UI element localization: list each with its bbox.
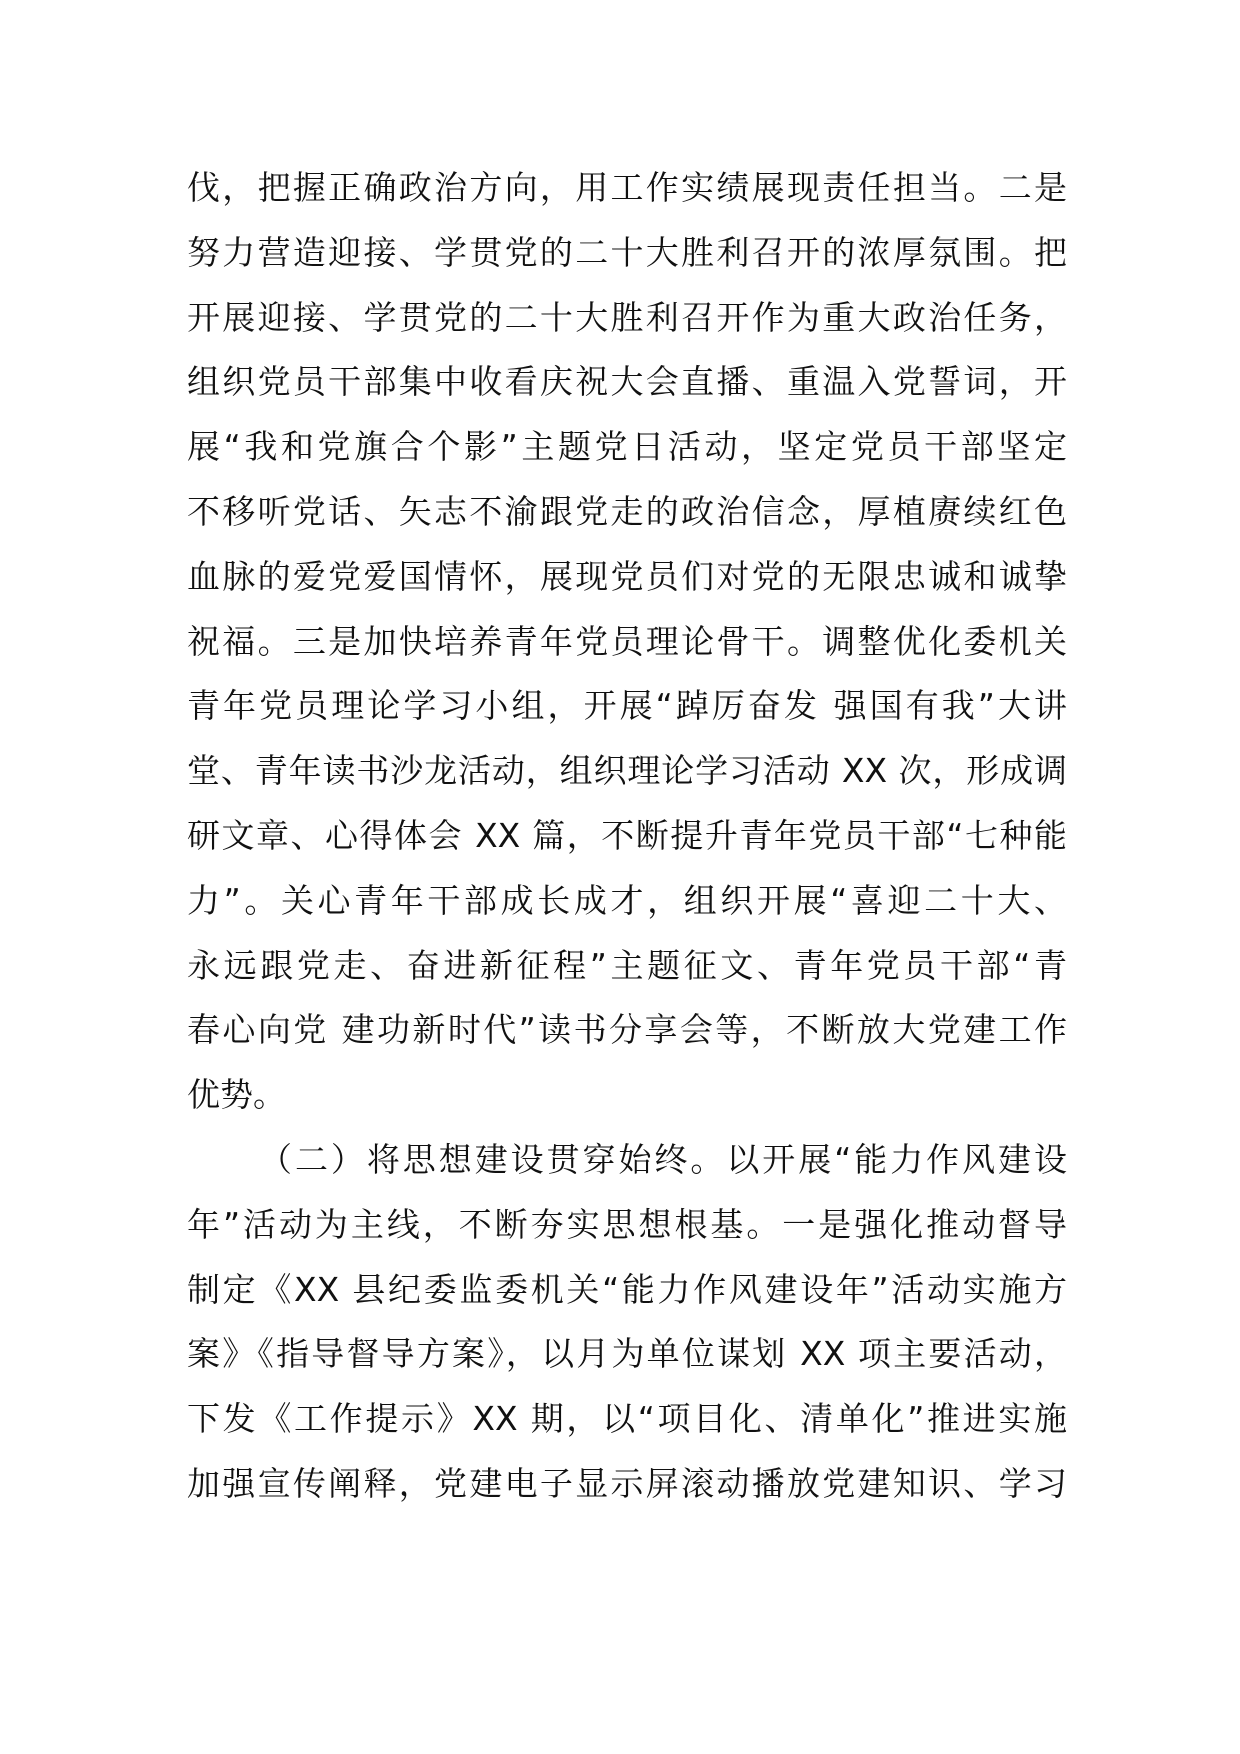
text-line: 加强宣传阐释，党建电子显示屏滚动播放党建知识、学习 [187,1463,1067,1503]
text-line: 永远跟党走、奋进新征程”主题征文、青年党员干部“青 [187,945,1067,985]
paragraph-end-line: 优势。 [187,1075,286,1115]
text-line: 堂、青年读书沙龙活动，组织理论学习活动 XX 次，形成调 [187,751,1067,791]
text-line: 春心向党 建功新时代”读书分享会等，不断放大党建工作 [187,1010,1067,1050]
text-line: 努力营造迎接、学贯党的二十大胜利召开的浓厚氛围。把 [187,232,1067,272]
text-line: 研文章、心得体会 XX 篇，不断提升青年党员干部“七种能 [187,815,1067,855]
document-body [187,156,1067,1517]
text-line: 不移听党话、矢志不渝跟党走的政治信念，厚植赓续红色 [187,491,1067,531]
text-line: 年”活动为主线，不断夯实思想根基。一是强化推动督导 [187,1204,1067,1244]
text-line: 伐，把握正确政治方向，用工作实绩展现责任担当。二是 [187,168,1067,207]
text-line: 祝福。三是加快培养青年党员理论骨干。调整优化委机关 [187,621,1067,661]
text-line: 案》《指导督导方案》，以月为单位谋划 XX 项主要活动， [187,1334,1067,1374]
text-line: 开展迎接、学贯党的二十大胜利召开作为重大政治任务， [187,297,1067,337]
section-heading-line: （二）将思想建设贯穿始终。以开展“能力作风建设 [259,1139,1067,1179]
text-line: 下发《工作提示》XX 期，以“项目化、清单化”推进实施 [187,1399,1067,1439]
text-line: 血脉的爱党爱国情怀，展现党员们对党的无限忠诚和诚挚 [187,556,1067,596]
text-line: 青年党员理论学习小组，开展“踔厉奋发 强国有我”大讲 [187,686,1067,726]
text-line: 制定《XX 县纪委监委机关“能力作风建设年”活动实施方 [187,1269,1067,1309]
text-line: 组织党员干部集中收看庆祝大会直播、重温入党誓词，开 [187,362,1067,402]
text-line: 力”。关心青年干部成长成才，组织开展“喜迎二十大、 [187,880,1067,920]
text-line: 展“我和党旗合个影”主题党日活动，坚定党员干部坚定 [187,427,1067,467]
